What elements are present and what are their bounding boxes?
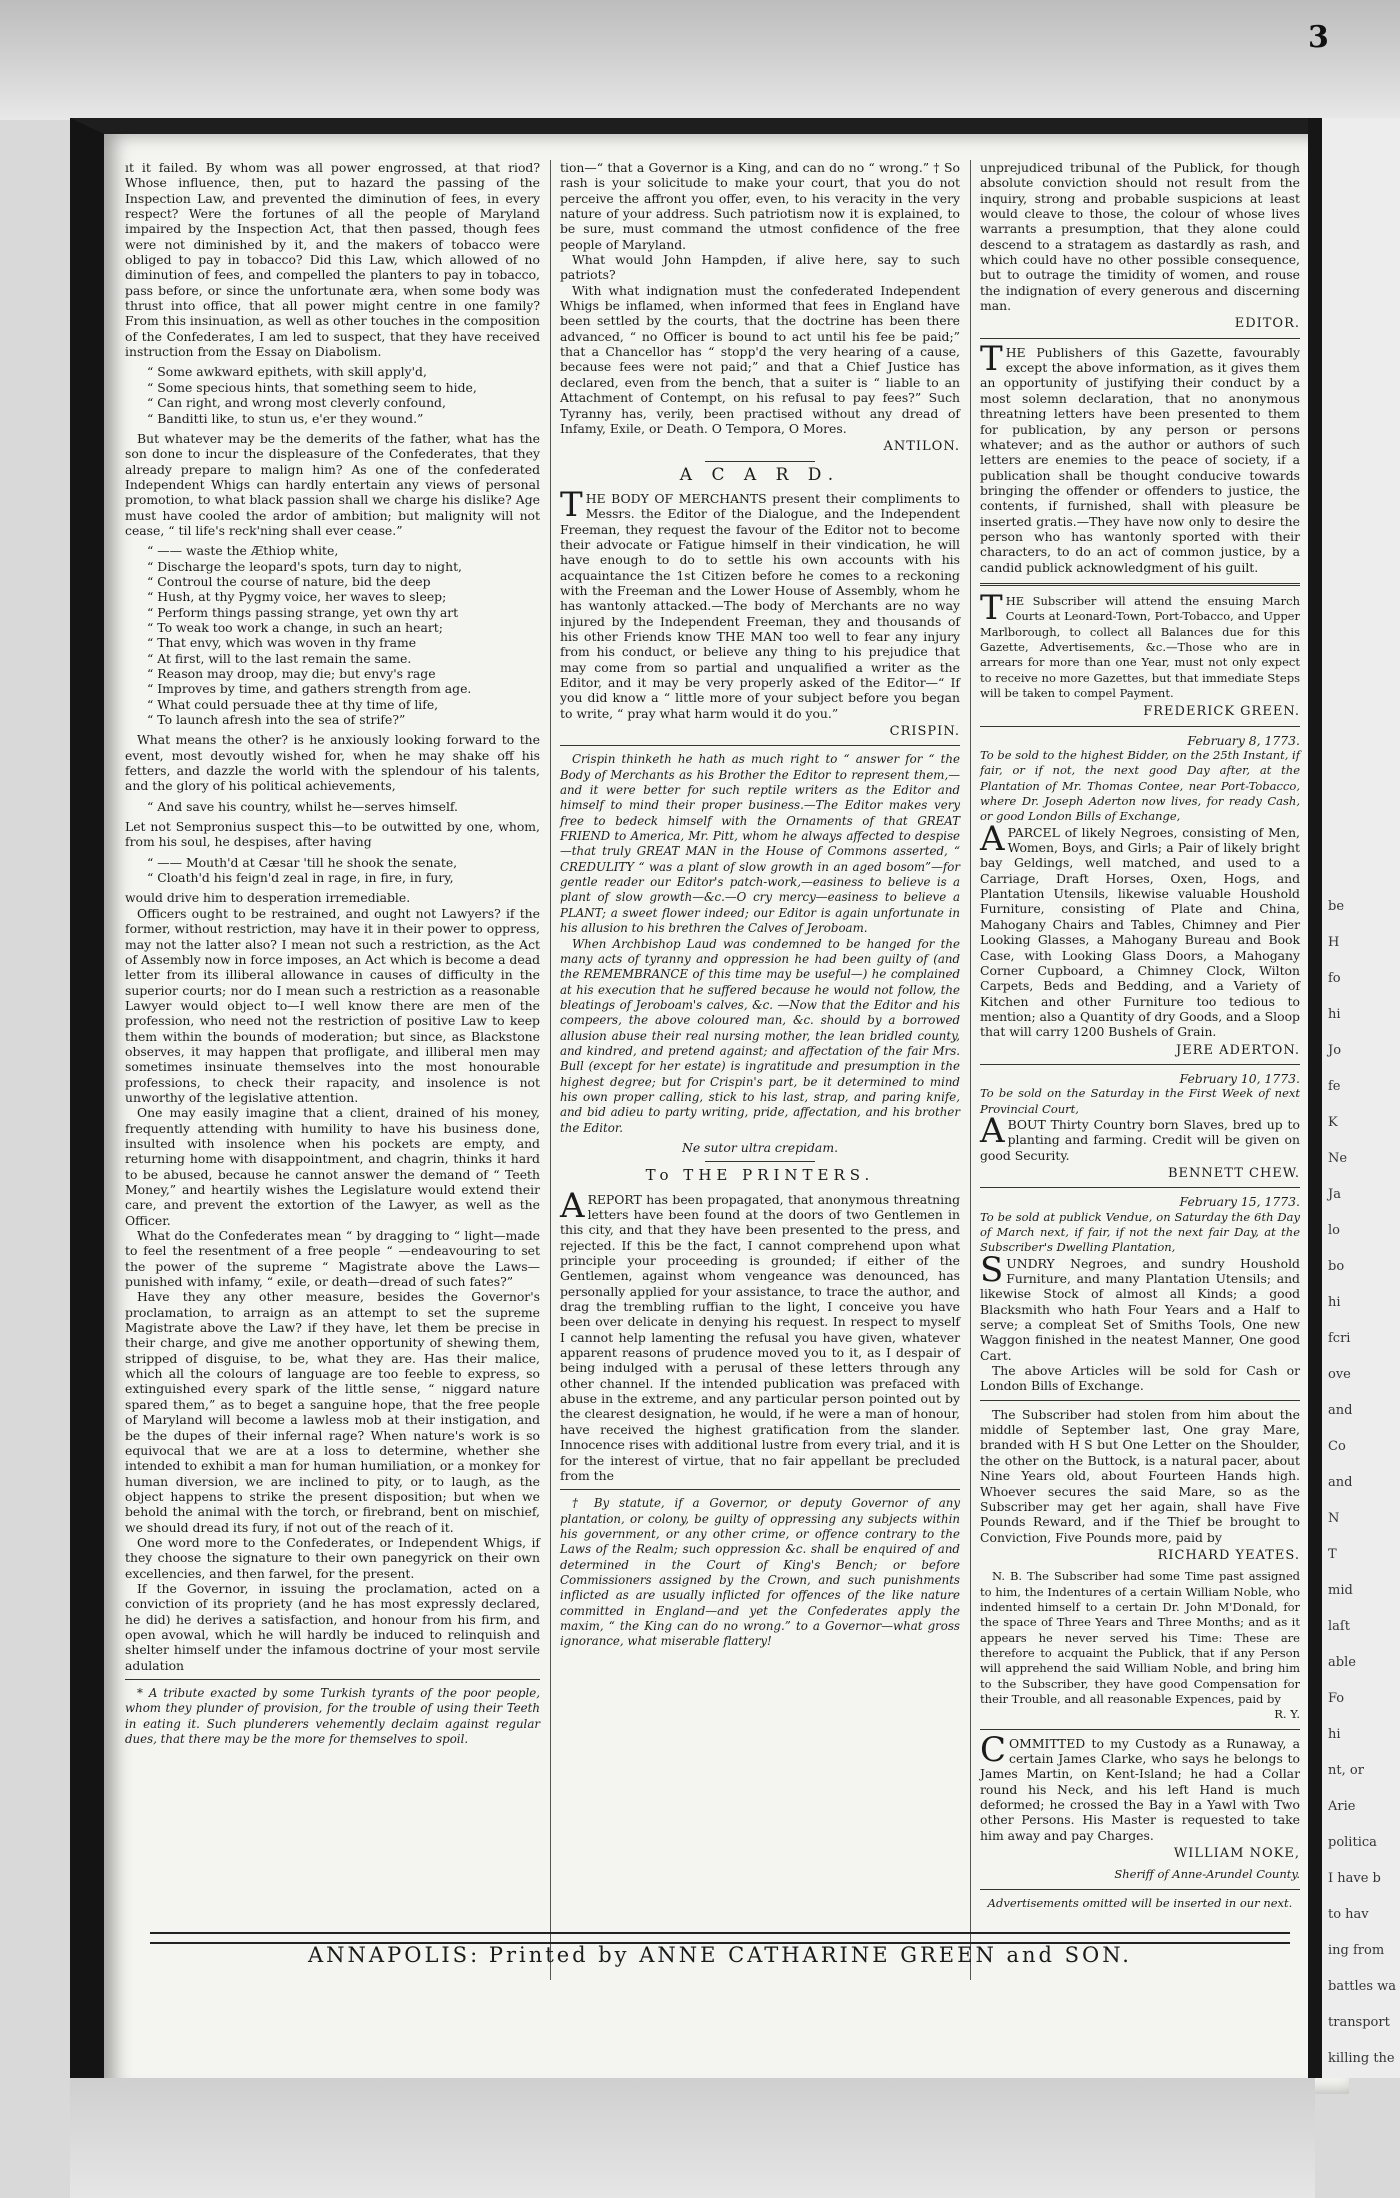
ad-body: ABOUT Thirty Country born Slaves, bred up to planting and farming. Credit will be given on good Security. [980,1110,1300,1163]
article-paragraph: With what indignation must the confederated Independent Whigs be inflamed, when informed that fees in England have been settled by the courts, that the doctrine has been there advanced, “ no Officer is bound to act until his fee be paid;” that a Chancellor has “ stopp'd the very hearing of a cause, because fees were not paid;” and that a Chief Justice has declared, even from the bench, that a suiter is “ liable to an Attachment of Contempt, on his refusal to pay fees?” Such Tyranny has, verily, been practised without any dread of Infamy, Exile, or Death. O Tempora, O Mores. [560,282,960,436]
verse-line: “ Cloath'd his feign'd zeal in rage, in fire, in fury, [147,870,454,886]
letter-paragraph: AREPORT has been propagated, that anonymous threatning letters have been found at the doors of two Gentlemen in this city, and that they have been presented to the press, and rejected. If this be the fact, I cannot comprehend upon what principle your proceeding is grounded; if either of the Gentlemen, against whom vengeance was denounced, has personally applied for your assistance, to trace the author, and drag the trembling ruffian to the light, I conceive you have been over delicate in denying his request. In respect to myself I cannot help lamenting the refusal you have given, whatever apparent reasons of prudence moved you to it, as I despair of being indulged with a perusal of these letters through any other channel. If the intended publication was prefaced with abuse in the extreme, and any particular person pointed out by the clearest designation, he would, if he were a man of honour, have received the highest gratification from the slander. Innocence rises with additional lustre from every trial, and it is for the interest of virtue, that no fair appellant be precluded from the [560,1185,960,1483]
adjacent-page-fragment-text: hi [1328,1295,1341,1310]
ad-note: The above Articles will be sold for Cash or London Bills of Exchange. [980,1363,1300,1394]
ad-intro: To be sold on the Saturday in the First Week of next Provincial Court, [980,1086,1300,1116]
signature-yeates: RICHARD YEATES. [1157,1547,1300,1563]
verse-line: “ Improves by time, and gathers strength from age. [147,681,472,697]
adjacent-page-fragment-text: mid [1328,1583,1353,1598]
page-number: 3 [1308,20,1329,55]
verse-line: “ —— waste the Æthiop white, [147,543,339,559]
adjacent-page-fragment-text: bo [1328,1259,1345,1274]
printers-heading: To THE PRINTERS. [645,1166,875,1185]
article-paragraph: What means the other? is he anxiously looking forward to the event, most devoutly wished for, when he may shake off his fetters, and dazzle the world with the splendour of his talents, and the glory of his political achievements, [125,732,540,794]
verse-line: “ Can right, and wrong most cleverly confound, [147,395,446,411]
adjacent-page-fragment-text: able [1328,1655,1356,1670]
adjacent-page-fragment-text: Ne [1328,1151,1348,1166]
signature-crispin: CRISPIN. [889,724,960,740]
adjacent-page-fragment-text: and [1328,1403,1353,1418]
article-paragraph: Have they any other measure, besides the Governor's proclamation, to arraign as an attempt to set the supreme Magistrate above the Law? if they have, let them be precise in their charge, and give me another opportunity of shewing them, stripped of disguise, to be, what they are. Has their malice, which all the colours of language are too feeble to express, so extinguished every spark of the little sense, “ niggard nature spared them,” as to beget a sanguine hope, that the free people of Maryland will become a lawless mob at their instigation, and be the dupes of their infernal rage? When nature's work is so equivocal that we are at a loss to determine, whether she intended to exhibit a man for human humiliation, or a monkey for human diversion, we are inclined to pity, or to laugh, as the object happens to strike the present disposition; but when we behold the animal with the torch, or firebrand, bent on mischief, we should dread its fury, if not out of the reach of it. [125,1289,540,1535]
signature-editor: EDITOR. [1234,316,1300,332]
article-paragraph: What would John Hampden, if alive here, say to such patriots? [560,252,960,283]
adjacent-page-fragment [1322,118,1400,2078]
subscriber-notice: THE Subscriber will attend the ensuing March Courts at Leonard-Town, Port-Tobacco, and Upper Marlborough, to collect all Balances due for this Gazette, Advertisements, &c.—Those who are in arrears for more than one Year, must not only expect to receive no more Gazettes, but that immediate Steps will be taken to compel Payment. [980,587,1300,700]
verse-line: “ Hush, at thy Pygmy voice, her waves to sleep; [147,589,447,605]
footnote: * A tribute exacted by some Turkish tyrants of the poor people, whom they plunder of provision, for the trouble of using their Teeth in eating it. Such plunderers vehemently declaim against regular dues, that there may be the more for themselves to spoil. [125,1686,540,1747]
verse-line: “ To launch afresh into the sea of strife?” [147,712,406,728]
adjacent-page-fragment-text: Arie [1328,1799,1356,1814]
ad-nb: N. B. The Subscriber had some Time past assigned to him, the Indentures of a certain William Noble, who indented himself to a certain Dr. John M'Donald, for the space of Three Years and Three Months; and as it appears he never served his Time: These are therefore to acquaint the Publick, that if any Person will apprehend the said William Noble, and bring him to the Subscriber, they have good Compensation for their Trouble, and all reasonable Expences, paid by [980,1569,1300,1706]
section-rule [980,1889,1300,1890]
column-3 [980,160,1300,1911]
adjacent-page-fragment-text: hi [1328,1727,1341,1742]
ad-body: The Subscriber had stolen from him about the middle of September last, One gray Mare, branded with H S but One Letter on the Shoulder, the other on the Buttock, is a natural pacer, about Nine Years old, about Fourteen Hands high. Whoever secures the said Mare, so as the Subscriber may get her again, shall have Five Pounds Reward, and if the Thief be brought to Conviction, Five Pounds more, paid by [980,1406,1300,1545]
section-rule [980,1064,1300,1065]
column-rule [970,160,971,1980]
adjacent-page-fragment-text: fo [1328,971,1341,986]
column-1 [125,160,540,1747]
column-2 [560,160,960,1650]
signature-aderton: JERE ADERTON. [1176,1042,1300,1058]
adjacent-page-fragment-text: K [1328,1115,1338,1130]
imprint [150,1943,1290,1967]
adjacent-page-fragment-text: killing the [1328,2051,1395,2066]
verse-quote [147,799,540,814]
ad-date: February 10, 1773. [1179,1070,1300,1086]
ad-date: February 15, 1773. [1179,1194,1300,1210]
crispin-paragraph: Crispin thinketh he hath as much right to “ answer for “ the Body of Merchants as his Brother the Editor to represent them,—and it were better for such reptile writers as the Editor and himself to mind their proper business.—The Editor makes very free to bedeck himself with the Ornaments of that GREAT FRIEND to America, Mr. Pitt, whom he always affected to despise—that truly GREAT MAN in the House of Commons asserted, “ CREDULITY “ was a plant of slow growth in an aged bosom”—for gentle reader our Editor's patch-work,—easiness to believe is a plant of slow growth—&c.—O cry mercy—easiness to believe a PLANT; a sweet flower indeed; our Editor is again unfortunate in his allusion to his brethren the Calves of Jeroboam. [560,752,960,936]
section-rule [980,338,1300,339]
section-rule [980,726,1300,727]
adjacent-page-fragment-text: and [1328,1475,1353,1490]
scan-background-top [0,0,1400,120]
verse-line: “ Controul the course of nature, bid the deep [147,573,431,589]
ad-date: February 8, 1773. [1187,732,1300,748]
article-paragraph: If the Governor, in issuing the proclamation, acted on a conviction of its propriety (and he has most expressly declared, he did) he derives a satisfaction, and honour from his firm, and open avowal, which he will hardly be induced to relinquish and shelter himself under the infamous doctrine of your most servile adulation [125,1580,540,1673]
adjacent-page-fragment-text: T [1328,1547,1337,1562]
verse-line: “ And save his country, whilst he—serves himself. [147,798,458,814]
verse-line: “ —— Mouth'd at Cæsar 'till he shook the senate, [147,854,458,870]
adjacent-page-fragment-text: be [1328,899,1345,914]
footnote: † By statute, if a Governor, or deputy Governor of any plantation, or colony, be guilty of oppressing any subjects within his government, or any other crime, or offence contrary to the Laws of the Realm; such oppression &c. shall be enquired of and determined in the Court of King's Bench; or before Commissioners assigned by the Crown, and such punishments inflicted as are usually inflicted for offences of the like nature committed in England—and yet the Confederates apply the maxim, “ the King can do no wrong.” to a Governor—what gross ignorance, what miserable flattery! [560,1496,960,1649]
verse-line: “ What could persuade thee at thy time of life, [147,696,439,712]
adjacent-page-fragment-text: transport [1328,2015,1390,2030]
article-paragraph: What do the Confederates mean “ by dragging to “ light—made to feel the resentment of a free people “ —endeavouring to set the power of the supreme “ Magistrate above the Laws—punished with infamy, “ exile, or death—dread of such fates?” [125,1228,540,1290]
article-paragraph: ıt it failed. By whom was all power engrossed, at that riod? Whose influence, then, put to hazard the passing of the Inspection Law, and prevented the diminution of fees, in every respect? Were the fortunes of all the people of Maryland impaired by the Inspection Act, that then passed, though fees were not diminished by it, and the makers of tobacco were obliged to pay in tobacco? Did this Law, which allowed of no diminution of fees, and compelled the planters to pay in tobacco, pass before, or since the unfortunate æra, when some body was thrust into office, that all power might centre in one family? From this insinuation, as well as other touches in the composition of the Confederates, I am led to suspect, that they have received instruction from the Essay on Diabolism. [125,160,540,360]
adjacent-page-fragment-text: Co [1328,1439,1346,1454]
binding-edge [1308,118,1322,2078]
adjacent-page-fragment-text: nt, or [1328,1763,1364,1778]
verse-line: “ Banditti like, to stun us, e'er they wound.” [147,410,424,426]
article-paragraph: Officers ought to be restrained, and ought not Lawyers? if the former, without restriction, may have it in their power to oppress, may not the latter also? I mean not such a restriction, as the Act of Assembly now in force imposes, an Act which is become a dead letter from its illiberal allowance in causes of difficulty in the superior courts; nor do I mean such a restriction as a reasonable Lawyer would object to—I well know there are men of the profession, who need not the restriction of positive Law to keep them within the bounds of moderation; but since, as Blackstone observes, it may happen that profligate, and illiberal men may sometimes insinuate themselves into the most honourable professions, to check their rapacity, and insolence is not unworthy of the legislative attention. [125,905,541,1105]
adjacent-page-fragment-text: Fo [1328,1691,1345,1706]
section-rule [980,1187,1300,1188]
adjacent-page-fragment-text: laſt [1328,1619,1350,1634]
verse-quote [147,364,540,425]
adjacent-page-fragment-text: politica [1328,1835,1377,1850]
crispin-paragraph: When Archbishop Laud was condemned to be hanged for the many acts of tyranny and oppression he had been guilty of (and the REMEMBRANCE of this time may be useful—) he complained at his execution that he suffered because he would not follow, the bleatings of Jeroboam's calves, &c. —Now that the Editor and his compeers, the above coloured man, &c. should by a borrowed allusion abuse their real nursing mother, the lean bridled county, and kindred, and pretend against; and affectation of the fair Mrs. Bull (except for her estate) is ingratitude and presumption in the highest degree; but for Crispin's part, be it determined to mind his own proper calling, stick to his last, strap, and paring knife, and bid adieu to party writing, pride, affectation, and his brother the Editor. [560,936,960,1135]
ad-intro: To be sold to the highest Bidder, on the 25th Instant, if fair, or if not, the next good Day after, at the Plantation of Mr. Thomas Contee, near Port-Tobacco, where Dr. Joseph Aderton now lives, for ready Cash, or good London Bills of Exchange, [980,748,1300,824]
verse-line: “ Discharge the leopard's spots, turn day to night, [147,558,462,574]
signature-green: FREDERICK GREEN. [1143,704,1300,720]
adjacent-page-fragment-text: to hav [1328,1907,1369,1922]
section-rule [980,1729,1300,1730]
footnote-rule [560,1489,960,1490]
adjacent-page-fragment-text: Jo [1328,1043,1342,1058]
latin-motto: Ne sutor ultra crepidam. [681,1139,839,1155]
letter-paragraph: unprejudiced tribunal of the Publick, for though absolute conviction should not result from the inquiry, strong and probable suspicions at least would cleave to those, the colour of whose lives warrants a presumption, that they alone could descend to a stratagem as dastardly as rash, and which could have no other possible consequence, but to outrage the timidity of women, and rouse the indignation of every generous and discerning man. [980,160,1300,314]
verse-line: “ At first, will to the last remain the same. [147,650,412,666]
section-rule [705,461,815,462]
verse-line: “ To weak too work a change, in such an heart; [147,619,443,635]
ad-intro: To be sold at publick Vendue, on Saturday the 6th Day of March next, if fair, if not the next fair Day, at the Subscriber's Dwelling Plantation, [980,1209,1300,1255]
article-paragraph: One word more to the Confederates, or Independent Whigs, if they choose the signature to their own panegyrick on their own excellencies, and then farwel, for the present. [125,1534,540,1581]
adjacent-page-fragment-text: battles wa [1328,1979,1397,1994]
section-rule [560,745,960,746]
newspaper-page [125,160,1300,1980]
publishers-notice: THE Publishers of this Gazette, favourably except the above information, as it gives them an opportunity of justifying their conduct by a most solemn declaration, that no anonymous threatning letters have been presented to them for publication, by any person or persons whatever; and as the author or authors of such letters are enemies to the peace of society, if a publication shall be thought conducive towards bringing the offender or offenders to justice, the contents, if furnished, shall with pleasure be inserted gratis.—They have now only to desire the person who has wantonly sported with their characters, to do an act of common justice, by a candid publick acknowledgment of his guilt. [980,338,1300,575]
adjacent-page-fragment-text: lo [1328,1223,1340,1238]
section-rule [980,583,1300,586]
runaway-notice: COMMITTED to my Custody as a Runaway, a certain James Clarke, who says he belongs to James Martin, on Kent-Island; he had a Collar round his Neck, and his left Hand is much deformed; he crossed the Bay in a Yawl with Two other Persons. His Master is requested to take him away and pay Charges. [980,1729,1300,1843]
adjacent-page-fragment-text: N [1328,1511,1340,1526]
ad-body: SUNDRY Negroes, and sundry Houshold Furniture, and many Plantation Utensils; and likewise Stock of almost all Kinds; a good Blacksmith who hath Four Years and a Half to serve; a compleat Set of Smiths Tools, One new Waggon finished in the neatest Manner, One good Cart. [980,1249,1300,1363]
verse-line: “ Perform things passing strange, yet own thy art [147,604,459,620]
verse-line: “ Reason may droop, may die; but envy's rage [147,666,436,681]
initials: R. Y. [1274,1707,1300,1722]
signature-chew: BENNETT CHEW. [1168,1165,1300,1181]
adjacent-page-fragment-text: ove [1328,1367,1351,1382]
adjacent-page-fragment-text: hi [1328,1007,1341,1022]
card-paragraph: THE BODY OF MERCHANTS present their compliments to Messrs. the Editor of the Dialogue, and the Independent Freeman, they request the favour of the Editor not to become their advocate or Fatigue himself in their vindication, he will have enough to do to settle his own accounts with his acquaintance the 1st Citizen before he comes to a reckoning with the Freeman and the Lower House of Assembly, whom he has wantonly attacked.—The body of Merchants are no way injured by the Independent Freeman, they and thousands of his other Friends know THE MAN too well to fear any injury from his conduct, or believe any thing to his prejudice that may come from so partial and unqualified a writer as the Editor, and it may be very properly asked of the Editor—“ If you did know a “ little more of your subject before you began to write, “ pray what harm would it do you.” [560,484,960,721]
adjacent-page-fragment-text: ing from [1328,1943,1385,1958]
signature-noke: WILLIAM NOKE, [1173,1846,1300,1862]
omitted-note: Advertisements omitted will be inserted in our next. [987,1895,1293,1910]
verse-quote [147,855,540,886]
card-heading: A C A R D. [679,464,841,485]
article-paragraph: But whatever may be the demerits of the father, what has the son done to incur the displeasure of the Confederates, that they already prepare to malign him? As one of the confederated Independent Whigs can hardly entertain any views of personal promotion, to what black passion shall we charge his dislike? Age must have cooled the ardor of ambition; but malignity will not cease, “ til life's reck'ning shall ever cease.” [125,430,540,538]
column-rule [550,160,551,1980]
adjacent-page-fragment-text: fcri [1328,1331,1351,1346]
verse-line: “ Some specious hints, that something seem to hide, [147,379,477,395]
article-paragraph: Let not Sempronius suspect this—to be outwitted by one, whom, from his soul, he despises, after having [125,819,540,850]
section-rule [980,1400,1300,1401]
verse-line: “ That envy, which was woven in thy frame [147,635,417,651]
verse-line: “ Some awkward epithets, with skill apply'd, [147,364,427,380]
signature-antilon: ANTILON. [883,439,960,455]
adjacent-page-fragment-text: fe [1328,1079,1341,1094]
sheriff-title: Sheriff of Anne-Arundel County. [1114,1867,1300,1882]
verse-quote [147,543,540,727]
imprint-printer: Printed by ANNE CATHARINE GREEN and SON. [488,1943,1132,1967]
adjacent-page-fragment-text: Ja [1328,1187,1341,1202]
footnote-rule [125,1679,540,1680]
article-paragraph: One may easily imagine that a client, drained of his money, frequently attending with humility to have his business done, insulted with insolence when his pockets are empty, and returning home with disappointment, and chagrin, thinks it hard to be abused, because he cannot answer the demand of “ Teeth Money,” and heartily wishes the Legislature would extend their care, and prevent the extortion of the Lawyer, as well as the Officer. [125,1105,540,1228]
article-paragraph: tion—“ that a Governor is a King, and can do no “ wrong.” † So rash is your solicitude to make your court, that you do not perceive the affront you offer, even, to his veracity in the very nature of your address. Such patriotism now it is explained, to be sure, must command the utmost confidence of the free people of Maryland. [560,160,960,252]
section-rule [705,1161,815,1162]
adjacent-page-fragment-text: H [1328,935,1340,950]
imprint-place: ANNAPOLIS: [308,1943,481,1967]
scan-background-bottom [70,2078,1315,2198]
adjacent-page-fragment-text: I have b [1328,1871,1381,1886]
article-paragraph: would drive him to desperation irremediable. [125,890,411,906]
ad-body: APARCEL of likely Negroes, consisting of Men, Women, Boys, and Girls; a Pair of likely bright bay Geldings, well matched, and used to a Carriage, Draft Horses, Oxen, Hogs, and Plantation Utensils, likewise valuable Houshold Furniture, consisting of Plate and China, Mahogany Chairs and Tables, Chimney and Pier Looking Glasses, a Mahogany Bureau and Book Case, with Looking Glass Doors, a Mahogany Corner Cupboard, a Chimney Clock, Wilton Carpets, Beds and Bedding, and a Variety of Kitchen and other Furniture too tedious to mention; also a Quantity of dry Goods, and a Sloop that will carry 1200 Bushels of Grain. [980,818,1300,1040]
